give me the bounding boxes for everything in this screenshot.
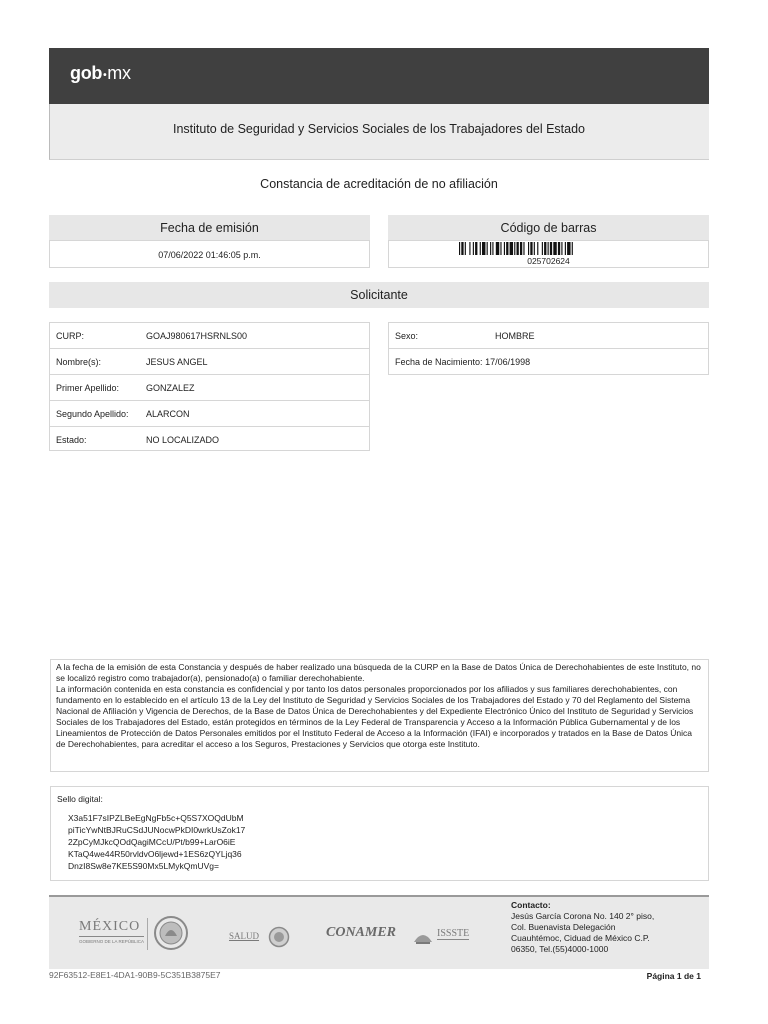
field-value: 17/06/1998: [485, 357, 531, 367]
institution-title: Instituto de Seguridad y Servicios Sociales de los Trabajadores del Estado: [172, 122, 586, 136]
digital-seal-box: [50, 786, 709, 881]
barcode-bar: [490, 242, 491, 255]
logo-mx-text: mx: [107, 63, 131, 83]
page-number: Página 1 de 1: [646, 971, 701, 981]
contact-line: Col. Buenavista Delegación: [511, 922, 616, 932]
barcode-bar: [565, 242, 566, 255]
contact-block: [511, 900, 711, 955]
barcode-bar: [567, 242, 570, 255]
barcode-bar: [537, 242, 538, 255]
contact-line: Cuauhtémoc, Ciduad de México C.P.: [511, 933, 650, 943]
barcode-bar: [469, 242, 470, 255]
barcode-bar: [487, 242, 488, 255]
barcode-bar: [504, 242, 505, 255]
barcode-heading: Código de barras: [388, 215, 709, 240]
field-label: Sexo:: [395, 331, 419, 341]
barcode-bar: [500, 242, 501, 255]
barcode-bar: [506, 242, 508, 255]
digital-seal-line: DnzI8Sw8e7KE5S90Mx5LMykQmUVg=: [68, 861, 219, 871]
barcode-bar: [542, 242, 543, 255]
barcode-image: [459, 242, 639, 255]
barcode-bar: [544, 242, 546, 255]
barcode-bar: [517, 242, 519, 255]
field-row-nombre: [50, 349, 369, 375]
issste-logo: ISSSTE: [437, 928, 470, 939]
field-row-segundo-apellido: [50, 401, 369, 427]
gobmx-header-bar: [49, 48, 709, 104]
field-value: ALARCON: [146, 409, 190, 419]
barcode-bar: [523, 242, 524, 255]
field-value: NO LOCALIZADO: [146, 435, 220, 445]
barcode-bar: [459, 242, 460, 255]
gobmx-logo[interactable]: [70, 63, 131, 84]
emission-date-heading: Fecha de emisión: [49, 215, 370, 240]
applicant-heading: Solicitante: [49, 282, 709, 308]
emission-date-value: 07/06/2022 01:46:05 p.m.: [49, 240, 370, 268]
field-value: HOMBRE: [495, 331, 535, 341]
barcode-bar: [561, 242, 562, 255]
field-label: Nombre(s):: [56, 357, 102, 367]
contact-title: Contacto:: [511, 900, 551, 910]
barcode-bar: [534, 242, 535, 255]
barcode-bar: [528, 242, 529, 255]
logo-dot: •: [103, 70, 107, 81]
barcode-bar: [520, 242, 522, 255]
field-value: GONZALEZ: [146, 383, 195, 393]
mexico-logo-subtext: GOBIERNO DE LA REPÚBLICA: [79, 939, 145, 944]
issste-emblem-icon: [412, 926, 434, 946]
barcode-bar: [550, 242, 552, 255]
field-label-text: Fecha de Nacimiento:: [395, 357, 483, 367]
barcode-bar: [496, 242, 499, 255]
barcode-bar: [482, 242, 485, 255]
logo-divider: [147, 918, 148, 950]
notice-paragraph-1: A la fecha de la emisión de esta Constancia y después de haber realizado una búsqueda de la CURP en la Base de Datos Única de Derechohabientes de este Instituto, no se localizó registro como trabajador(a), pensionado(a) o familiar derechohabiente.: [56, 662, 701, 683]
field-label: CURP:: [56, 331, 85, 341]
barcode-bar: [572, 242, 573, 255]
barcode-bar: [553, 242, 556, 255]
logo-gob-text: gob: [70, 63, 103, 83]
document-id: 92F63512-E8E1-4DA1-90B9-5C351B3875E7: [49, 970, 221, 980]
barcode-bar: [461, 242, 463, 255]
notice-paragraph-2: La información contenida en esta constancia es confidencial y por tanto los datos personales proporcionados por los afiliados y sus familiares derechohabientes, con fundamento en lo establecido en el artículo 13 de la Ley del Instituto de Seguridad y Servicios Sociales de los Trabajadores del Estado y 70 del Reglamento del Sistema Nacional de Afiliación y Vigencia de Derechos, de la Base de Datos Única de Derechohabientes y del Expediente Electrónico Único del Instituto de Seguridad y Servicios Sociales de los Trabajadores del Estado, están protegidos en términos de la Ley Federal de Transparencia y Acceso a la Información Pública Gubernamental y de los Lineamientos de Protección de Datos Personales emitidos por el Instituto Federal de Acceso a la Información (IFAI) e incorporados y tratados en la Base de Datos Única de Derechohabientes, para acreditar el acceso a los Seguros, Prestaciones y Servicios que otorga este Instituto.: [56, 684, 694, 749]
contact-line: Jesús García Corona No. 140 2° piso,: [511, 911, 655, 921]
barcode-bar: [514, 242, 515, 255]
field-value: JESUS ANGEL: [146, 357, 208, 367]
barcode-bar: [465, 242, 466, 255]
conamer-logo: CONAMER: [326, 925, 397, 940]
field-row-fecha-nacimiento: [389, 349, 708, 375]
mexico-government-logo: [79, 919, 144, 944]
barcode-bar: [475, 242, 477, 255]
salud-emblem-icon: [268, 926, 290, 948]
field-row-curp: [50, 323, 369, 349]
field-label: Estado:: [56, 435, 87, 445]
legal-notice: [50, 659, 709, 772]
document-title: Constancia de acreditación de no afiliación: [260, 177, 498, 191]
digital-seal-line: X3a51F7sIPZLBeEgNgFb5c+Q5S7XOQdUbM: [68, 813, 244, 823]
digital-seal-line: KTaQ4we44R50rvldvO6ljewd+1ES6zQYLjq36: [68, 849, 242, 859]
digital-seal-line: piTicYwNtBJRuCSdJUNocwPkDI0wrkUsZok17: [68, 825, 246, 835]
barcode-bar: [548, 242, 549, 255]
barcode-number: 025702624: [527, 256, 570, 266]
mexico-logo-text: MÉXICO: [79, 919, 144, 937]
applicant-left-table: [49, 322, 370, 451]
field-label: [395, 349, 530, 375]
field-value: GOAJ980617HSRNLS00: [146, 331, 248, 341]
barcode-bar: [473, 242, 474, 255]
barcode-bar: [480, 242, 481, 255]
salud-logo: SALUD: [229, 931, 260, 941]
field-label: Segundo Apellido:: [56, 409, 129, 419]
contact-line: 06350, Tel.(55)4000-1000: [511, 944, 609, 954]
barcode-bar: [558, 242, 560, 255]
applicant-right-table: [388, 322, 709, 375]
national-seal-icon: [153, 914, 189, 952]
barcode-bar: [530, 242, 532, 255]
barcode-bar: [492, 242, 493, 255]
field-row-estado: [50, 427, 369, 453]
field-row-sexo: [389, 323, 708, 349]
barcode-bar: [510, 242, 513, 255]
digital-seal-line: 2ZpCyMJkcQOdQagiMCcU/Pt/b99+LarO6iE: [68, 837, 236, 847]
field-label: Primer Apellido:: [56, 383, 120, 393]
field-row-primer-apellido: [50, 375, 369, 401]
digital-seal-label: Sello digital:: [57, 794, 103, 804]
